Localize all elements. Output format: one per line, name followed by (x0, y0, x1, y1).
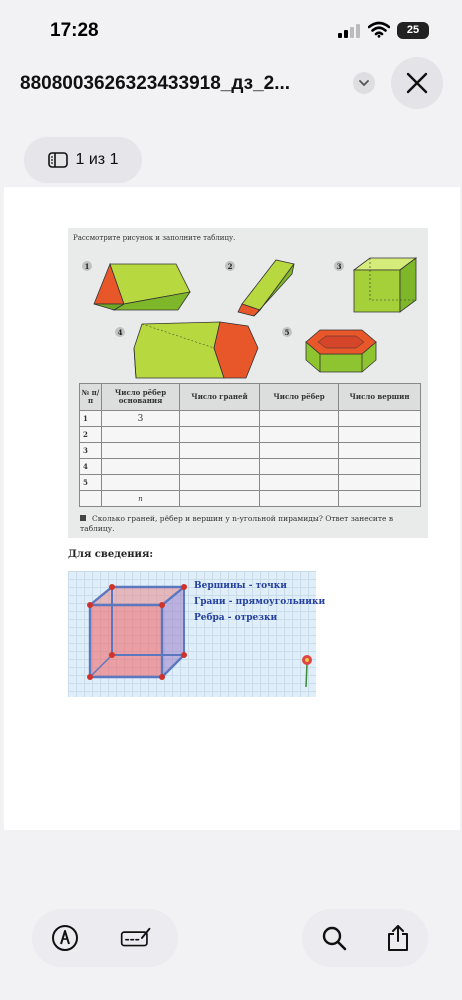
table-cell: 2 (80, 427, 102, 443)
table-cell: 3 (102, 411, 180, 427)
table-cell (260, 475, 339, 491)
table-cell (180, 459, 260, 475)
title-menu-button[interactable] (353, 72, 375, 94)
table-row (80, 491, 421, 507)
triangular-prism-figure (90, 258, 198, 314)
table-cell (260, 443, 339, 459)
figure-number-4: 4 (115, 327, 125, 337)
bottom-toolbar-right (302, 909, 428, 967)
figure-number-2: 2 (225, 261, 235, 271)
table-cell (260, 491, 339, 507)
battery-indicator: 25 (397, 22, 429, 39)
document-title[interactable]: 8808003626323433918_дз_2... (20, 73, 291, 94)
worksheet-image (68, 228, 428, 538)
table-header-cell: № п/п (80, 384, 102, 411)
table-cell: 4 (80, 459, 102, 475)
reference-line-edges: Ребра - отрезки (194, 613, 278, 623)
table-header-cell: Число рёбер основания (102, 384, 180, 411)
table-cell (180, 491, 260, 507)
table-cell (339, 411, 421, 427)
table-cell (102, 475, 180, 491)
document-page[interactable] (4, 187, 460, 830)
worksheet-question-text: Сколько граней, рёбер и вершин у n-угольной пирамиды? Ответ занесите в таблицу. (80, 514, 394, 533)
bottom-toolbar-left (32, 909, 178, 967)
table-row (80, 459, 421, 475)
reference-line-vertices: Вершины - точки (194, 581, 287, 591)
table-header-cell: Число граней (180, 384, 260, 411)
worksheet-instruction: Рассмотрите рисунок и заполните таблицу. (73, 234, 236, 242)
reference-line-faces: Грани - прямоугольники (194, 597, 326, 607)
table-cell: 5 (80, 475, 102, 491)
chevron-down-icon (359, 80, 369, 86)
status-time: 17:28 (50, 20, 99, 41)
worksheet-question (80, 514, 425, 534)
table-header-row (80, 384, 421, 411)
table-cell (102, 443, 180, 459)
table-header-cell: Число вершин (339, 384, 421, 411)
worksheet-table (79, 383, 421, 507)
close-button[interactable] (391, 57, 443, 109)
table-row (80, 427, 421, 443)
table-cell: 3 (80, 443, 102, 459)
table-row (80, 443, 421, 459)
table-cell: n (102, 491, 180, 507)
bullet-square-icon (80, 515, 86, 521)
signature-icon (120, 924, 152, 952)
reference-image (68, 571, 326, 697)
figure-number-3: 3 (334, 261, 344, 271)
table-cell (180, 475, 260, 491)
table-cell (260, 427, 339, 443)
figure-number-1: 1 (82, 261, 92, 271)
flower-decoration-icon (300, 653, 314, 687)
table-cell: 1 (80, 411, 102, 427)
table-cell (260, 459, 339, 475)
reference-heading: Для сведения: (68, 549, 154, 560)
table-row (80, 411, 421, 427)
figure-number-5: 5 (282, 327, 292, 337)
close-icon (406, 72, 428, 94)
cube-diagram-figure (82, 581, 192, 691)
table-cell (180, 427, 260, 443)
markup-button[interactable] (49, 922, 81, 954)
search-icon (321, 925, 347, 951)
table-row (80, 475, 421, 491)
wifi-icon (368, 21, 390, 38)
table-cell (180, 411, 260, 427)
signature-button[interactable] (120, 922, 152, 954)
share-button[interactable] (382, 922, 414, 954)
table-cell (260, 411, 339, 427)
page-indicator-button[interactable] (24, 137, 142, 183)
table-cell (339, 475, 421, 491)
share-icon (386, 924, 410, 952)
table-cell (180, 443, 260, 459)
sidebar-icon (48, 152, 68, 168)
table-cell (339, 427, 421, 443)
table-cell (102, 427, 180, 443)
markup-pen-icon (51, 924, 79, 952)
table-cell (80, 491, 102, 507)
table-header-cell: Число рёбер (260, 384, 339, 411)
table-cell (102, 459, 180, 475)
status-bar (0, 0, 462, 60)
search-button[interactable] (318, 922, 350, 954)
table-cell (339, 443, 421, 459)
cellular-signal-icon (338, 24, 360, 38)
table-cell (339, 459, 421, 475)
page-indicator-label: 1 из 1 (75, 151, 119, 168)
table-cell (339, 491, 421, 507)
